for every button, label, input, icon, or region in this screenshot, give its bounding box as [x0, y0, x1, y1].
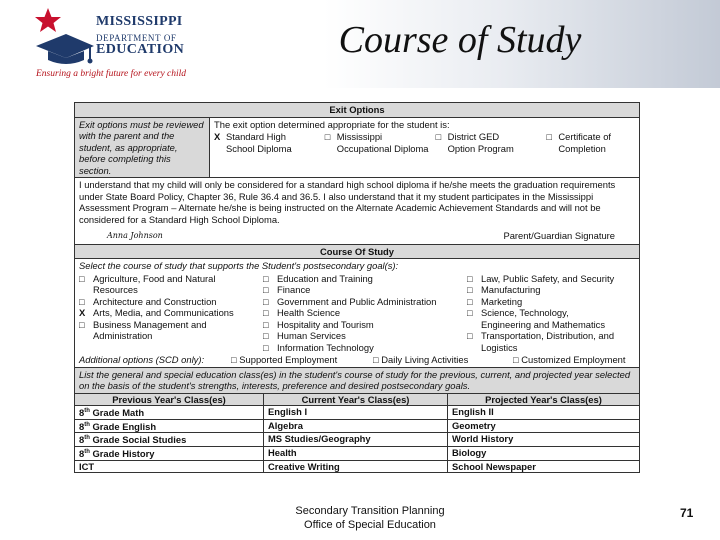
table-cell[interactable]: World History	[447, 432, 639, 446]
cluster-option[interactable]: □ Human Services	[263, 330, 346, 341]
exit-option-ged[interactable]	[436, 131, 547, 154]
table-cell[interactable]: 8th Grade Math	[75, 405, 263, 419]
cluster-option[interactable]: □ Information Technology	[263, 341, 374, 353]
option-label: Mississippi	[336, 131, 383, 142]
checkbox-mark: □	[324, 131, 331, 142]
checkbox-mark: □	[546, 131, 553, 142]
career-cluster-column-1	[79, 273, 263, 354]
additional-option[interactable]: □ Daily Living Activities	[373, 354, 469, 365]
cluster-option[interactable]: □ Law, Public Safety, and Security	[467, 272, 615, 284]
cluster-option[interactable]: □ Hospitality and Tourism	[263, 318, 374, 330]
table-cell[interactable]: ICT	[75, 460, 263, 473]
cluster-option[interactable]: □ Finance	[263, 284, 311, 295]
table-cell[interactable]: Creative Writing	[263, 460, 447, 473]
course-of-study-form	[74, 102, 640, 473]
table-cell[interactable]: 8th Grade English	[75, 419, 263, 433]
table-cell[interactable]: English II	[447, 405, 639, 419]
table-cell[interactable]: 8th Grade Social Studies	[75, 432, 263, 446]
cluster-option[interactable]: □ Architecture and Construction	[79, 295, 217, 307]
cluster-option[interactable]: □ Marketing	[467, 295, 523, 307]
cluster-option[interactable]: □ Business Management and	[79, 318, 207, 330]
exit-option-certificate[interactable]	[546, 131, 635, 154]
footer-line-1: Secondary Transition Planning	[295, 505, 445, 517]
option-label: Completion	[558, 142, 606, 154]
course-of-study-header: Course Of Study	[75, 245, 639, 260]
footer-line-2: Office of Special Education	[304, 519, 436, 531]
cluster-option[interactable]: X Arts, Media, and Communications	[79, 307, 234, 318]
option-label: Occupational Diploma	[336, 142, 429, 154]
cluster-option: Logistics	[481, 341, 518, 353]
classes-table	[75, 394, 639, 473]
logo-state: MISSISSIPPI	[96, 14, 183, 29]
column-header: Previous Year's Class(es)	[75, 394, 263, 406]
option-label: District GED	[447, 131, 500, 142]
cluster-option: Administration	[93, 330, 153, 341]
table-cell[interactable]: English I	[263, 405, 447, 419]
option-label: Standard High	[226, 131, 286, 142]
diploma-statement-row	[75, 178, 639, 245]
additional-option[interactable]: □ Customized Employment	[513, 354, 626, 365]
table-cell[interactable]: School Newspaper	[447, 460, 639, 473]
checkbox-mark: X	[214, 131, 221, 142]
exit-options-row	[75, 118, 639, 179]
option-label: School Diploma	[226, 142, 292, 154]
exit-options-header: Exit Options	[75, 103, 639, 118]
exit-options-note: Exit options must be reviewed with the parent and the student, as appropriate, before completing this section.	[75, 118, 209, 178]
course-selection-row	[75, 259, 639, 368]
mde-logo	[32, 6, 212, 82]
table-cell[interactable]: 8th Grade History	[75, 446, 263, 460]
cluster-option[interactable]: □ Education and Training	[263, 272, 373, 284]
table-cell[interactable]: Geometry	[447, 419, 639, 433]
exit-option-standard[interactable]	[214, 131, 325, 154]
table-cell[interactable]: Algebra	[263, 419, 447, 433]
column-header: Projected Year's Class(es)	[447, 394, 639, 406]
cluster-option: Engineering and Mathematics	[481, 318, 606, 330]
cluster-option[interactable]: □ Agriculture, Food and Natural	[79, 272, 216, 284]
logo-education: EDUCATION	[96, 42, 185, 57]
career-cluster-column-3	[467, 273, 635, 354]
class-list-note: List the general and special education class(es) in the student's course of study for the previous, current, and projected year selected on the basis of the student's strengths, interests, preference and desired postsecondary goals.	[75, 368, 639, 394]
additional-options	[75, 353, 639, 367]
page-title: Course of Study	[338, 19, 582, 61]
signature-label: Parent/Guardian Signature	[503, 230, 615, 241]
cluster-option[interactable]: □ Manufacturing	[467, 284, 541, 295]
parent-signature: Anna Johnson	[107, 231, 163, 240]
exit-option-occupational[interactable]	[325, 131, 436, 154]
logo-tagline: Ensuring a bright future for every child	[36, 69, 187, 79]
footer	[230, 504, 510, 532]
cluster-option[interactable]: □ Government and Public Administration	[263, 295, 437, 307]
star-mortarboard-icon	[32, 6, 96, 68]
cluster-option[interactable]: □ Science, Technology,	[467, 307, 569, 318]
table-cell[interactable]: MS Studies/Geography	[263, 432, 447, 446]
exit-options-prompt: The exit option determined appropriate for the student is:	[214, 118, 450, 130]
table-cell[interactable]: Biology	[447, 446, 639, 460]
exit-options-choices	[209, 118, 639, 178]
additional-options-label: Additional options (SCD only):	[79, 354, 205, 365]
logo-department: DEPARTMENT OF	[96, 33, 177, 43]
column-header: Current Year's Class(es)	[263, 394, 447, 406]
page-number: 71	[680, 506, 694, 520]
additional-option[interactable]: □ Supported Employment	[231, 354, 338, 365]
career-cluster-column-2	[263, 273, 467, 354]
checkbox-mark: □	[435, 131, 442, 142]
cluster-option[interactable]: □ Health Science	[263, 307, 341, 318]
course-prompt: Select the course of study that supports the Student's postsecondary goal(s):	[79, 260, 399, 271]
cluster-option: Resources	[93, 284, 138, 295]
option-label: Option Program	[447, 142, 514, 154]
cluster-option[interactable]: □ Transportation, Distribution, and	[467, 330, 615, 341]
diploma-statement: I understand that my child will only be considered for a standard high school diploma if he/she meets the graduation requirements under State Board Policy, Chapter 36, Rule 36.4 and 36.5. I also understand that it my student participates in the Mississippi Assessment Program – Alternate he/she is being instructed on the Alternate Academic Achievement Standards and will not be considered for a Standard High School Diploma.	[79, 179, 616, 225]
table-cell[interactable]: Health	[263, 446, 447, 460]
option-label: Certificate of	[558, 131, 612, 142]
